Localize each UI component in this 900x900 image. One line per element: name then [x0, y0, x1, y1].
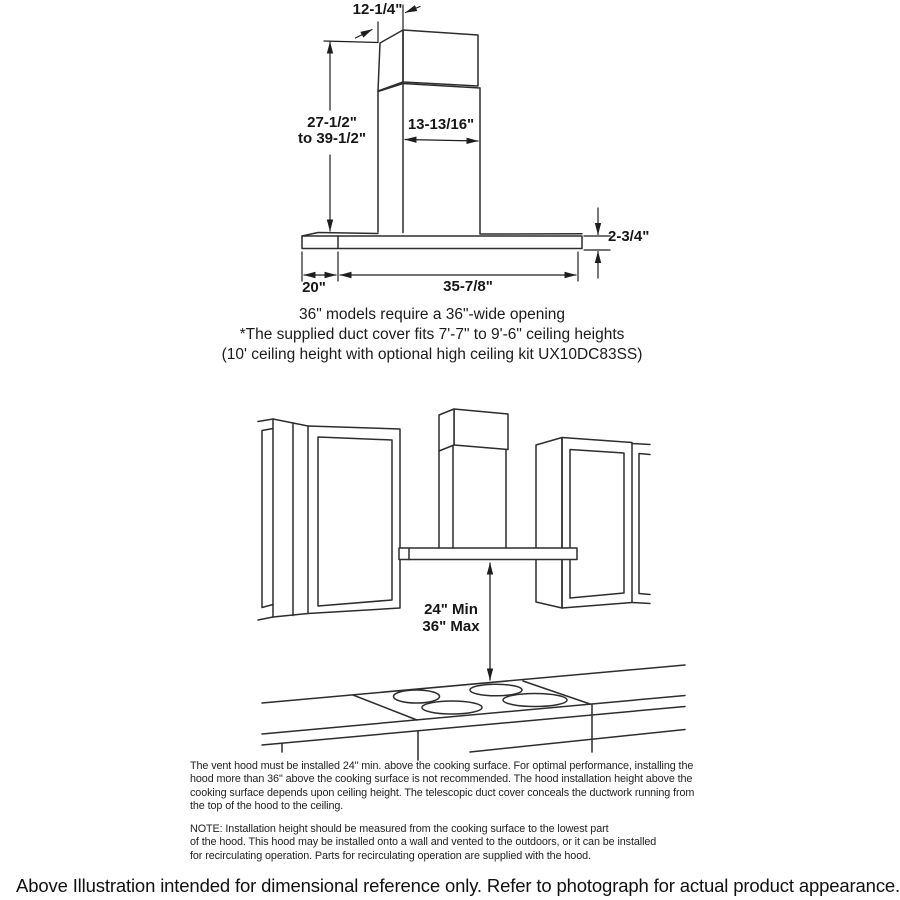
caption-line-3: (10' ceiling height with optional high ceiling kit UX10DC83SS): [221, 346, 643, 363]
dim-chimney-depth: 12-1/4": [352, 1, 403, 18]
dim-chimney-width: 13-13/16": [407, 116, 475, 133]
left-cabinets: [258, 419, 400, 620]
clearance-label: [391, 601, 511, 635]
clearance-max: 36" Max: [422, 618, 480, 635]
dim-hood-depth: 20": [302, 279, 326, 296]
duct-cover-lower-section: [378, 84, 480, 234]
burner: [422, 701, 482, 714]
installation-note-line: The vent hood must be installed 24" min. above the cooking surface. For optimal performance, installing the: [190, 760, 694, 772]
installation-note-line: cooking surface depends upon ceiling height. The telescopic duct cover conceals the ductwork running from: [190, 786, 695, 799]
measurement-note-line: for recirculating operation. Parts for recirculating operation are supplied with the hood.: [190, 849, 591, 862]
model-caption: [182, 305, 682, 365]
caption-line-2: *The supplied duct cover fits 7'-7" to 9'-6" ceiling heights: [239, 326, 625, 343]
dim-chimney-height-max: to 39-1/2": [298, 130, 366, 147]
measurement-note-line: of the hood. This hood may be installed onto a wall and vented to the outdoors, or it can be installed: [190, 836, 657, 849]
countertop-cooktop: [262, 665, 685, 760]
measurement-note-line: NOTE: Installation height should be measured from the cooking surface to the lowest part: [190, 823, 609, 835]
right-cabinets: [536, 438, 650, 609]
installation-note-line: hood more than 36" above the cooking surface is not recommended. The hood installation height above the: [190, 773, 693, 786]
measurement-note: [190, 823, 710, 863]
duct-cover-upper-section: [378, 30, 478, 91]
caption-line-1: 36" models require a 36"-wide opening: [298, 306, 566, 323]
dim-chimney-height: [263, 115, 401, 147]
installation-note: [190, 760, 710, 814]
installed-hood: [399, 409, 577, 560]
disclaimer-text: Above Illustration intended for dimensional reference only. Refer to photograph for actual product appearance.: [16, 875, 900, 896]
burner: [470, 684, 522, 696]
hood-canopy: [302, 233, 582, 249]
dim-hood-height: 2-3/4": [608, 228, 650, 245]
burner: [503, 694, 567, 707]
installation-note-line: the top of the hood to the ceiling.: [190, 800, 344, 813]
installation-drawing: [258, 409, 685, 760]
clearance-min: 24" Min: [424, 601, 478, 618]
dim-hood-width: 35-7/8": [443, 278, 493, 295]
dim-chimney-height-min: 27-1/2": [307, 114, 357, 131]
burner: [394, 690, 440, 703]
